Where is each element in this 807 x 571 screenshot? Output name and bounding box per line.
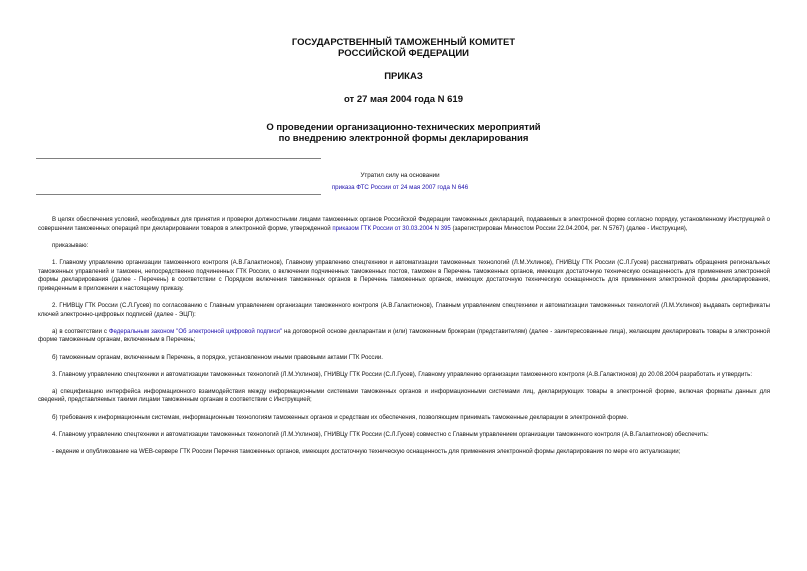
paragraph-order-word: приказываю:	[52, 241, 89, 249]
item-2a-text-start: а) в соответствии с	[52, 327, 109, 335]
document-body	[38, 216, 770, 465]
paragraph-item-2b: б) таможенным органам, включенным в Перечень, в порядке, установленном иными правовыми актами ГТК России.	[52, 353, 383, 361]
document-title	[0, 122, 807, 144]
document-date-number: от 27 мая 2004 года N 619	[343, 94, 464, 105]
org-line-1: ГОСУДАРСТВЕННЫЙ ТАМОЖЕННЫЙ КОМИТЕТ	[291, 37, 516, 48]
paragraph-item-4: 4. Главному управлению спецтехники и автоматизации таможенных технологий (Л.М.Ухлинов), ГНИВЦу ГТК России (С.Л.Гусев) совместно с Главным управлением организации таможенного контроля (А.В.Галактионов) обеспечить:	[52, 430, 709, 438]
document-type: ПРИКАЗ	[384, 71, 423, 82]
item-2a-text-end: на договорной основе декларантам и (или) таможенным брокерам (представителям) (далее - заинтересованные лица), желающим декларировать товары в электронной форме таможенным органам, включенным в Перечень;	[38, 327, 770, 344]
issuing-organization	[0, 37, 807, 59]
paragraph-item-2: 2. ГНИВЦу ГТК России (С.Л.Гусев) по согласованию с Главным управлением организации таможенного контроля (А.В.Галактионов), Главным управлением спецтехники и автоматизации таможенных технологий (Л.М.Ухлинов) выдавать сертификаты ключей электронно-цифровых подписей (далее - ЭЦП):	[38, 301, 770, 318]
order-395-link[interactable]: приказом ГТК России от 30.03.2004 N 395	[332, 224, 451, 232]
title-line-1: О проведении организационно-технических мероприятий	[266, 122, 541, 133]
divider-bottom	[36, 194, 321, 195]
paragraph-item-1: 1. Главному управлению организации таможенного контроля (А.В.Галактионов), Главному управлению спецтехники и автоматизации таможенных технологий (Л.М.Ухлинов), ГНИВЦу ГТК России (С.Л.Гусев) рассматривать обращения региональных таможенных управлений и таможен, непосредственно подчиненных ГТК России, о включении подчиненных таможенных постов, таможен в Перечень таможенных органов, имеющих достаточную техническую оснащенность для применения электронной формы декларирования (далее - Перечень) в соответствии с Порядком включения таможенных органов в Перечень таможенных органов, имеющих достаточную техническую оснащенность для применения электронной формы декларирования, приведенным в приложении к настоящему приказу.	[38, 258, 770, 292]
preamble-text-start: В целях обеспечения условий, необходимых для принятия и проверки должностными лицами таможенных органов Российской Федерации таможенных деклараций, подаваемых в электронной форме согласно порядку, установленному Инструкцией о совершении таможенных операций при декларировании товаров в электронной форме, утвержденной	[38, 216, 770, 232]
paragraph-item-3a: а) спецификацию интерфейса информационного взаимодействия между информационными системами таможенных органов и информационными системами лиц, декларирующих товары в электронной форме, включая форматы данных для сведений, представляемых такими лицами таможенным органам в соответствии с Инструкцией;	[38, 387, 770, 404]
paragraph-item-4-dash: - ведение и опубликование на WEB-сервере ГТК России Перечня таможенных органов, имеющих достаточную техническую оснащенность для применения электронной формы декларирования по мере его актуализации;	[52, 448, 681, 456]
void-notice	[200, 170, 600, 194]
void-notice-link[interactable]: приказа ФТС России от 24 мая 2007 года N 646	[331, 184, 469, 191]
paragraph-item-3b: б) требования к информационным системам, информационным технологиям таможенных органов и средствам их обеспечения, позволяющим принимать таможенные декларации в электронной форме.	[52, 413, 629, 421]
divider-top	[36, 158, 321, 159]
paragraph-item-2a	[38, 328, 770, 345]
void-notice-text: Утратил силу на основании	[360, 172, 440, 179]
org-line-2: РОССИЙСКОЙ ФЕДЕРАЦИИ	[337, 48, 469, 59]
digital-signature-law-link[interactable]: Федеральным законом "Об электронной цифровой подписи"	[108, 327, 283, 335]
paragraph-item-3: 3. Главному управлению спецтехники и автоматизации таможенных технологий (Л.М.Ухлинов), ГНИВЦу ГТК России (С.Л.Гусев), Главному управлению организации таможенного контроля (А.В.Галактионов) до 20.08.2004 разработать и утвердить:	[52, 370, 753, 378]
title-line-2: по внедрению электронной формы декларирования	[278, 133, 529, 144]
preamble-text-end: (зарегистрирован Минюстом России 22.04.2004, рег. N 5767) (далее - Инструкция),	[450, 224, 688, 232]
paragraph-preamble	[38, 216, 770, 233]
